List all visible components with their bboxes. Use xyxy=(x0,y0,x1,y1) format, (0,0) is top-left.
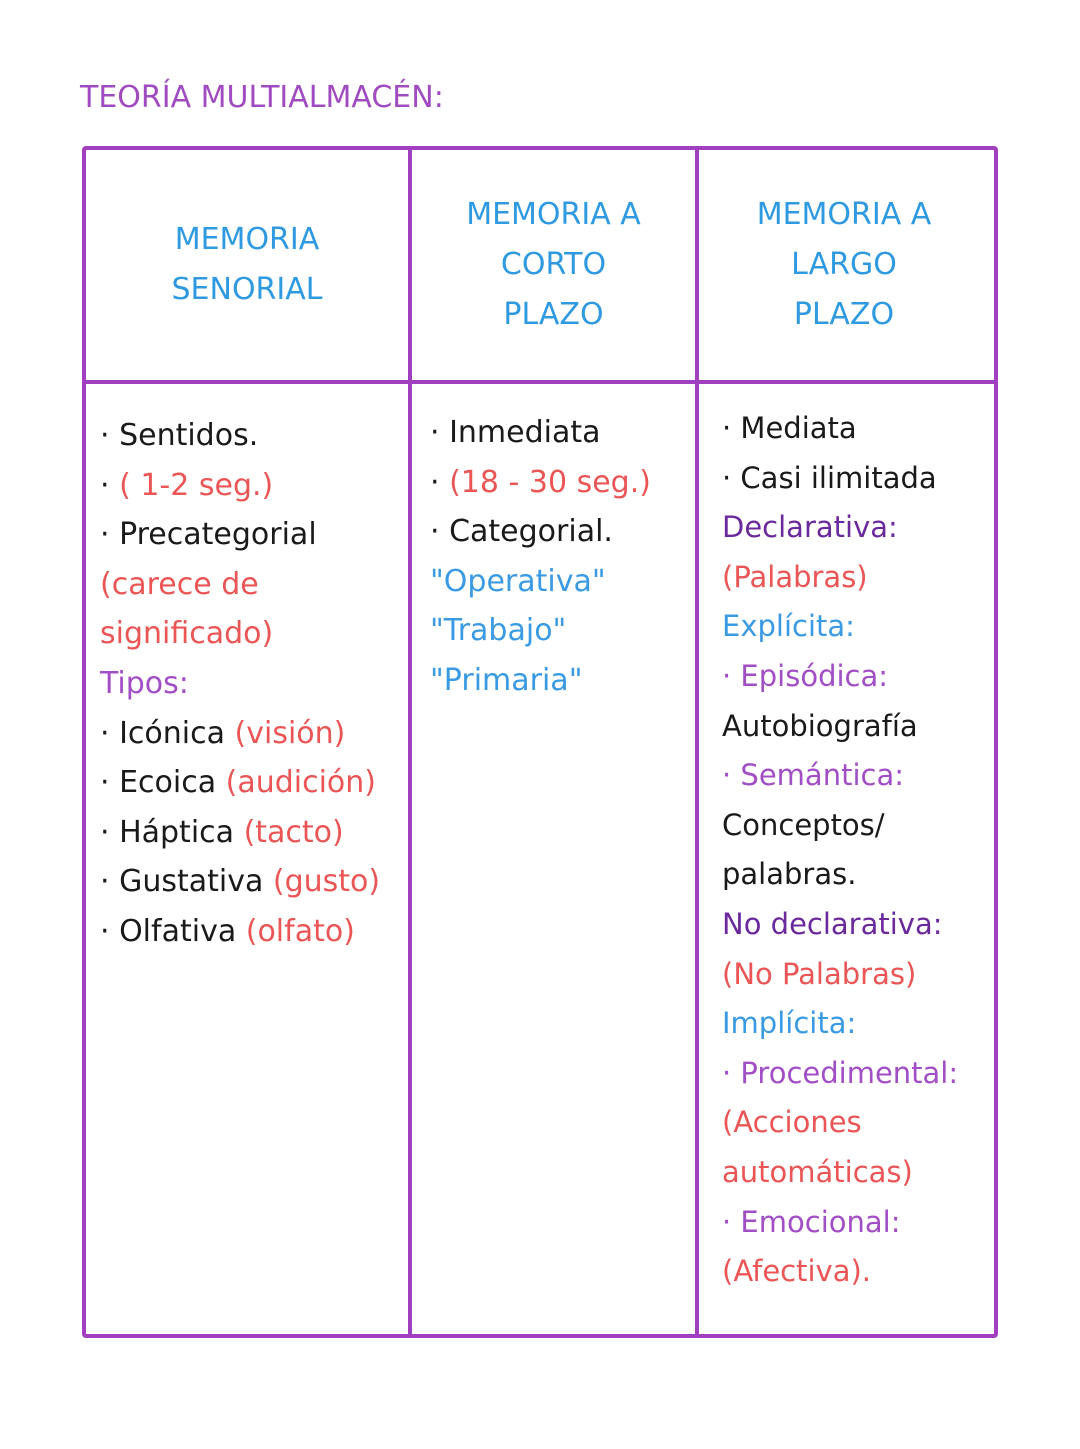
list-item xyxy=(722,1049,958,1099)
text-segment: · xyxy=(100,467,120,503)
text-segment: (18 - 30 seg.) xyxy=(449,464,651,500)
list-item xyxy=(722,454,958,504)
column-sensorial-content xyxy=(100,411,380,957)
text-segment: · Ecoica xyxy=(100,765,226,801)
text-segment: (tacto) xyxy=(243,814,344,850)
header-text: MEMORIA A xyxy=(756,197,932,232)
list-item xyxy=(722,999,958,1049)
header-text: MEMORIA A xyxy=(466,197,641,232)
list-item xyxy=(722,950,958,1000)
text-segment: Implícita: xyxy=(722,1006,857,1041)
text-segment: (olfato) xyxy=(245,913,355,949)
text-segment: Declarativa: xyxy=(722,510,898,545)
text-segment: · Categorial. xyxy=(430,514,613,550)
list-item xyxy=(100,709,380,759)
list-item xyxy=(722,503,958,553)
list-item xyxy=(722,602,958,652)
list-item xyxy=(100,857,380,907)
text-segment: "Trabajo" xyxy=(430,613,567,649)
header-text: PLAZO xyxy=(503,297,604,332)
text-segment: automáticas) xyxy=(722,1154,913,1189)
text-segment: · Episódica: xyxy=(722,658,889,693)
list-item xyxy=(430,458,651,508)
text-segment: (Afectiva). xyxy=(722,1254,872,1289)
list-item xyxy=(722,801,958,851)
text-segment: Explícita: xyxy=(722,609,855,644)
column-largo-plazo-content xyxy=(722,404,958,1297)
list-item xyxy=(722,751,958,801)
list-item xyxy=(722,404,958,454)
list-item xyxy=(722,1098,958,1148)
list-item xyxy=(722,652,958,702)
list-item xyxy=(722,900,958,950)
list-item xyxy=(430,606,651,656)
list-item xyxy=(722,1247,958,1297)
header-divider xyxy=(82,380,998,384)
header-largo-plazo xyxy=(699,150,989,380)
text-segment: · Emocional: xyxy=(722,1204,901,1239)
text-segment: (Acciones xyxy=(722,1105,862,1140)
list-item xyxy=(100,461,380,511)
list-item xyxy=(100,659,380,709)
list-item xyxy=(430,656,651,706)
column-corto-plazo-content xyxy=(430,408,651,706)
text-segment: · Casi ilimitada xyxy=(722,460,937,495)
text-segment: "Primaria" xyxy=(430,662,583,698)
text-segment: Conceptos/ xyxy=(722,807,885,842)
text-segment: (gusto) xyxy=(272,864,381,900)
list-item xyxy=(100,808,380,858)
text-segment: palabras. xyxy=(722,857,857,892)
text-segment: · xyxy=(430,464,450,500)
text-segment: · Icónica xyxy=(100,715,235,751)
text-segment: ( 1-2 seg.) xyxy=(119,467,274,503)
text-segment: · Háptica xyxy=(100,814,244,850)
header-text: PLAZO xyxy=(793,297,895,332)
text-segment: Tipos: xyxy=(100,665,189,701)
header-corto-plazo xyxy=(412,150,695,380)
header-text: CORTO xyxy=(500,247,607,282)
list-item xyxy=(100,411,380,461)
list-item xyxy=(430,507,651,557)
list-item xyxy=(100,510,380,560)
list-item xyxy=(722,1148,958,1198)
text-segment: "Operativa" xyxy=(430,563,606,599)
list-item xyxy=(100,560,380,610)
text-segment: No declarativa: xyxy=(722,906,943,941)
text-segment: · Procedimental: xyxy=(722,1055,959,1090)
page-title: TEORÍA MULTIALMACÉN: xyxy=(80,80,444,115)
list-item xyxy=(100,758,380,808)
header-sensorial xyxy=(86,150,408,380)
list-item xyxy=(722,1198,958,1248)
text-segment: · Semántica: xyxy=(722,758,905,793)
list-item xyxy=(722,850,958,900)
list-item xyxy=(722,553,958,603)
text-segment: significado) xyxy=(100,616,274,652)
text-segment: · Inmediata xyxy=(430,415,601,450)
list-item xyxy=(430,408,651,458)
text-segment: (Palabras) xyxy=(722,559,868,594)
text-segment: · Gustativa xyxy=(100,864,273,900)
text-segment: · Olfativa xyxy=(100,913,246,949)
header-text: SENORIAL xyxy=(171,272,323,307)
text-segment: (audición) xyxy=(225,765,377,801)
text-segment: (carece de xyxy=(100,566,259,602)
list-item xyxy=(100,907,380,957)
header-text: MEMORIA xyxy=(174,222,320,257)
text-segment: Autobiografía xyxy=(722,708,918,743)
text-segment: (visión) xyxy=(234,715,346,751)
text-segment: · Mediata xyxy=(722,411,857,445)
list-item xyxy=(722,702,958,752)
header-text: LARGO xyxy=(791,247,897,282)
text-segment: · Precategorial xyxy=(100,517,317,553)
list-item xyxy=(100,609,380,659)
text-segment: · Sentidos. xyxy=(100,418,259,453)
list-item xyxy=(430,557,651,607)
text-segment: (No Palabras) xyxy=(722,956,917,991)
